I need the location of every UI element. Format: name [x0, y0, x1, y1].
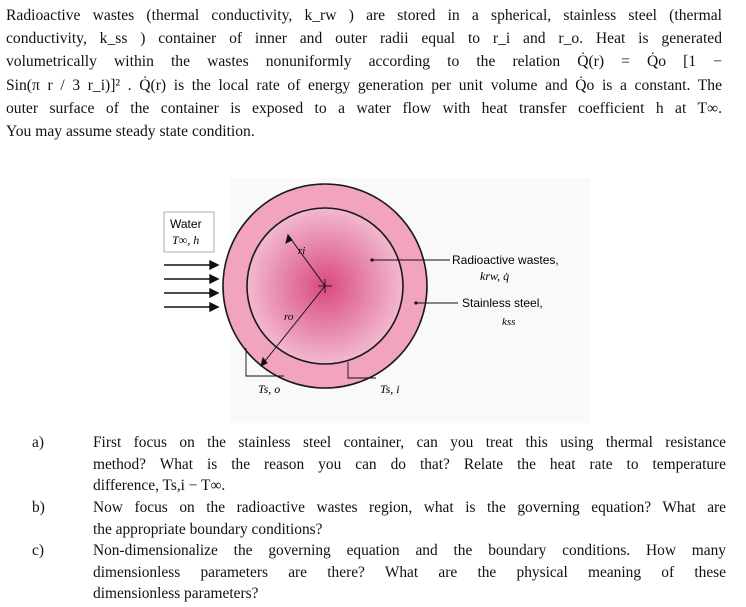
water-label: Water: [170, 217, 202, 231]
question-b-text: [93, 497, 726, 540]
question-a-line-3: difference, Ts,i − T∞.: [93, 477, 226, 495]
question-c-line-2: dimensionless parameters are there? What are the physical meaning of these: [93, 563, 726, 581]
question-c-line-1: Non-dimensionalize the governing equation and the boundary conditions. How many: [93, 542, 726, 559]
question-a: [6, 432, 746, 498]
flow-arrows: [164, 261, 218, 311]
question-c-label: c): [32, 542, 44, 559]
question-c-line-3: dimensionless parameters?: [93, 585, 259, 603]
steel-props-label: kss: [502, 316, 516, 328]
problem-statement: [6, 4, 722, 143]
question-b-label: b): [32, 499, 45, 516]
question-c: [6, 540, 746, 606]
steel-label: Stainless steel,: [462, 296, 543, 310]
question-a-text: [93, 432, 726, 497]
question-a-line-2: method? What is the reason you can do that? Relate the heat rate to temperature: [93, 455, 726, 473]
tso-label: Ts, o: [258, 382, 281, 396]
waste-label: Radioactive wastes,: [452, 253, 559, 267]
problem-line-1: Radioactive wastes (thermal conductivity, k_rw ) are stored in a spherical, stainless steel (thermal: [6, 7, 722, 24]
problem-line-4: Sin(π r / 3 r_i)]² . Q̇(r) is the local rate of energy generation per unit volume and Q̇o is a constant. The: [6, 76, 722, 94]
problem-line-2: conductivity, k_ss ) container of inner and outer radii equal to r_i and r_o. Heat is generated: [6, 30, 722, 48]
problem-line-6: You may assume steady state condition.: [6, 123, 255, 141]
problem-line-3: volumetrically within the wastes nonuniformly according to the relation Q̇(r) = Q̇o [1 −: [6, 53, 722, 71]
question-b: [6, 497, 746, 541]
question-b-line-1: Now focus on the radioactive wastes region, what is the governing equation? What are: [93, 499, 726, 516]
waste-leader-dot: [370, 258, 373, 261]
sphere-diagram: [150, 178, 590, 428]
question-b-line-2: the appropriate boundary conditions?: [93, 520, 323, 538]
question-c-text: [93, 540, 726, 605]
water-props-label: T∞, h: [172, 233, 200, 247]
question-a-label: a): [32, 434, 44, 451]
question-a-line-1: First focus on the stainless steel container, can you treat this using thermal resistance: [93, 434, 726, 451]
steel-leader-dot: [414, 301, 417, 304]
waste-props-label: krw, q̇: [480, 269, 510, 283]
problem-line-5: outer surface of the container is exposed to a water flow with heat transfer coefficient h at T∞.: [6, 99, 722, 117]
ro-label: ro: [284, 311, 294, 323]
ri-label: ri: [298, 245, 306, 257]
tsi-label: Ts, i: [380, 382, 400, 396]
